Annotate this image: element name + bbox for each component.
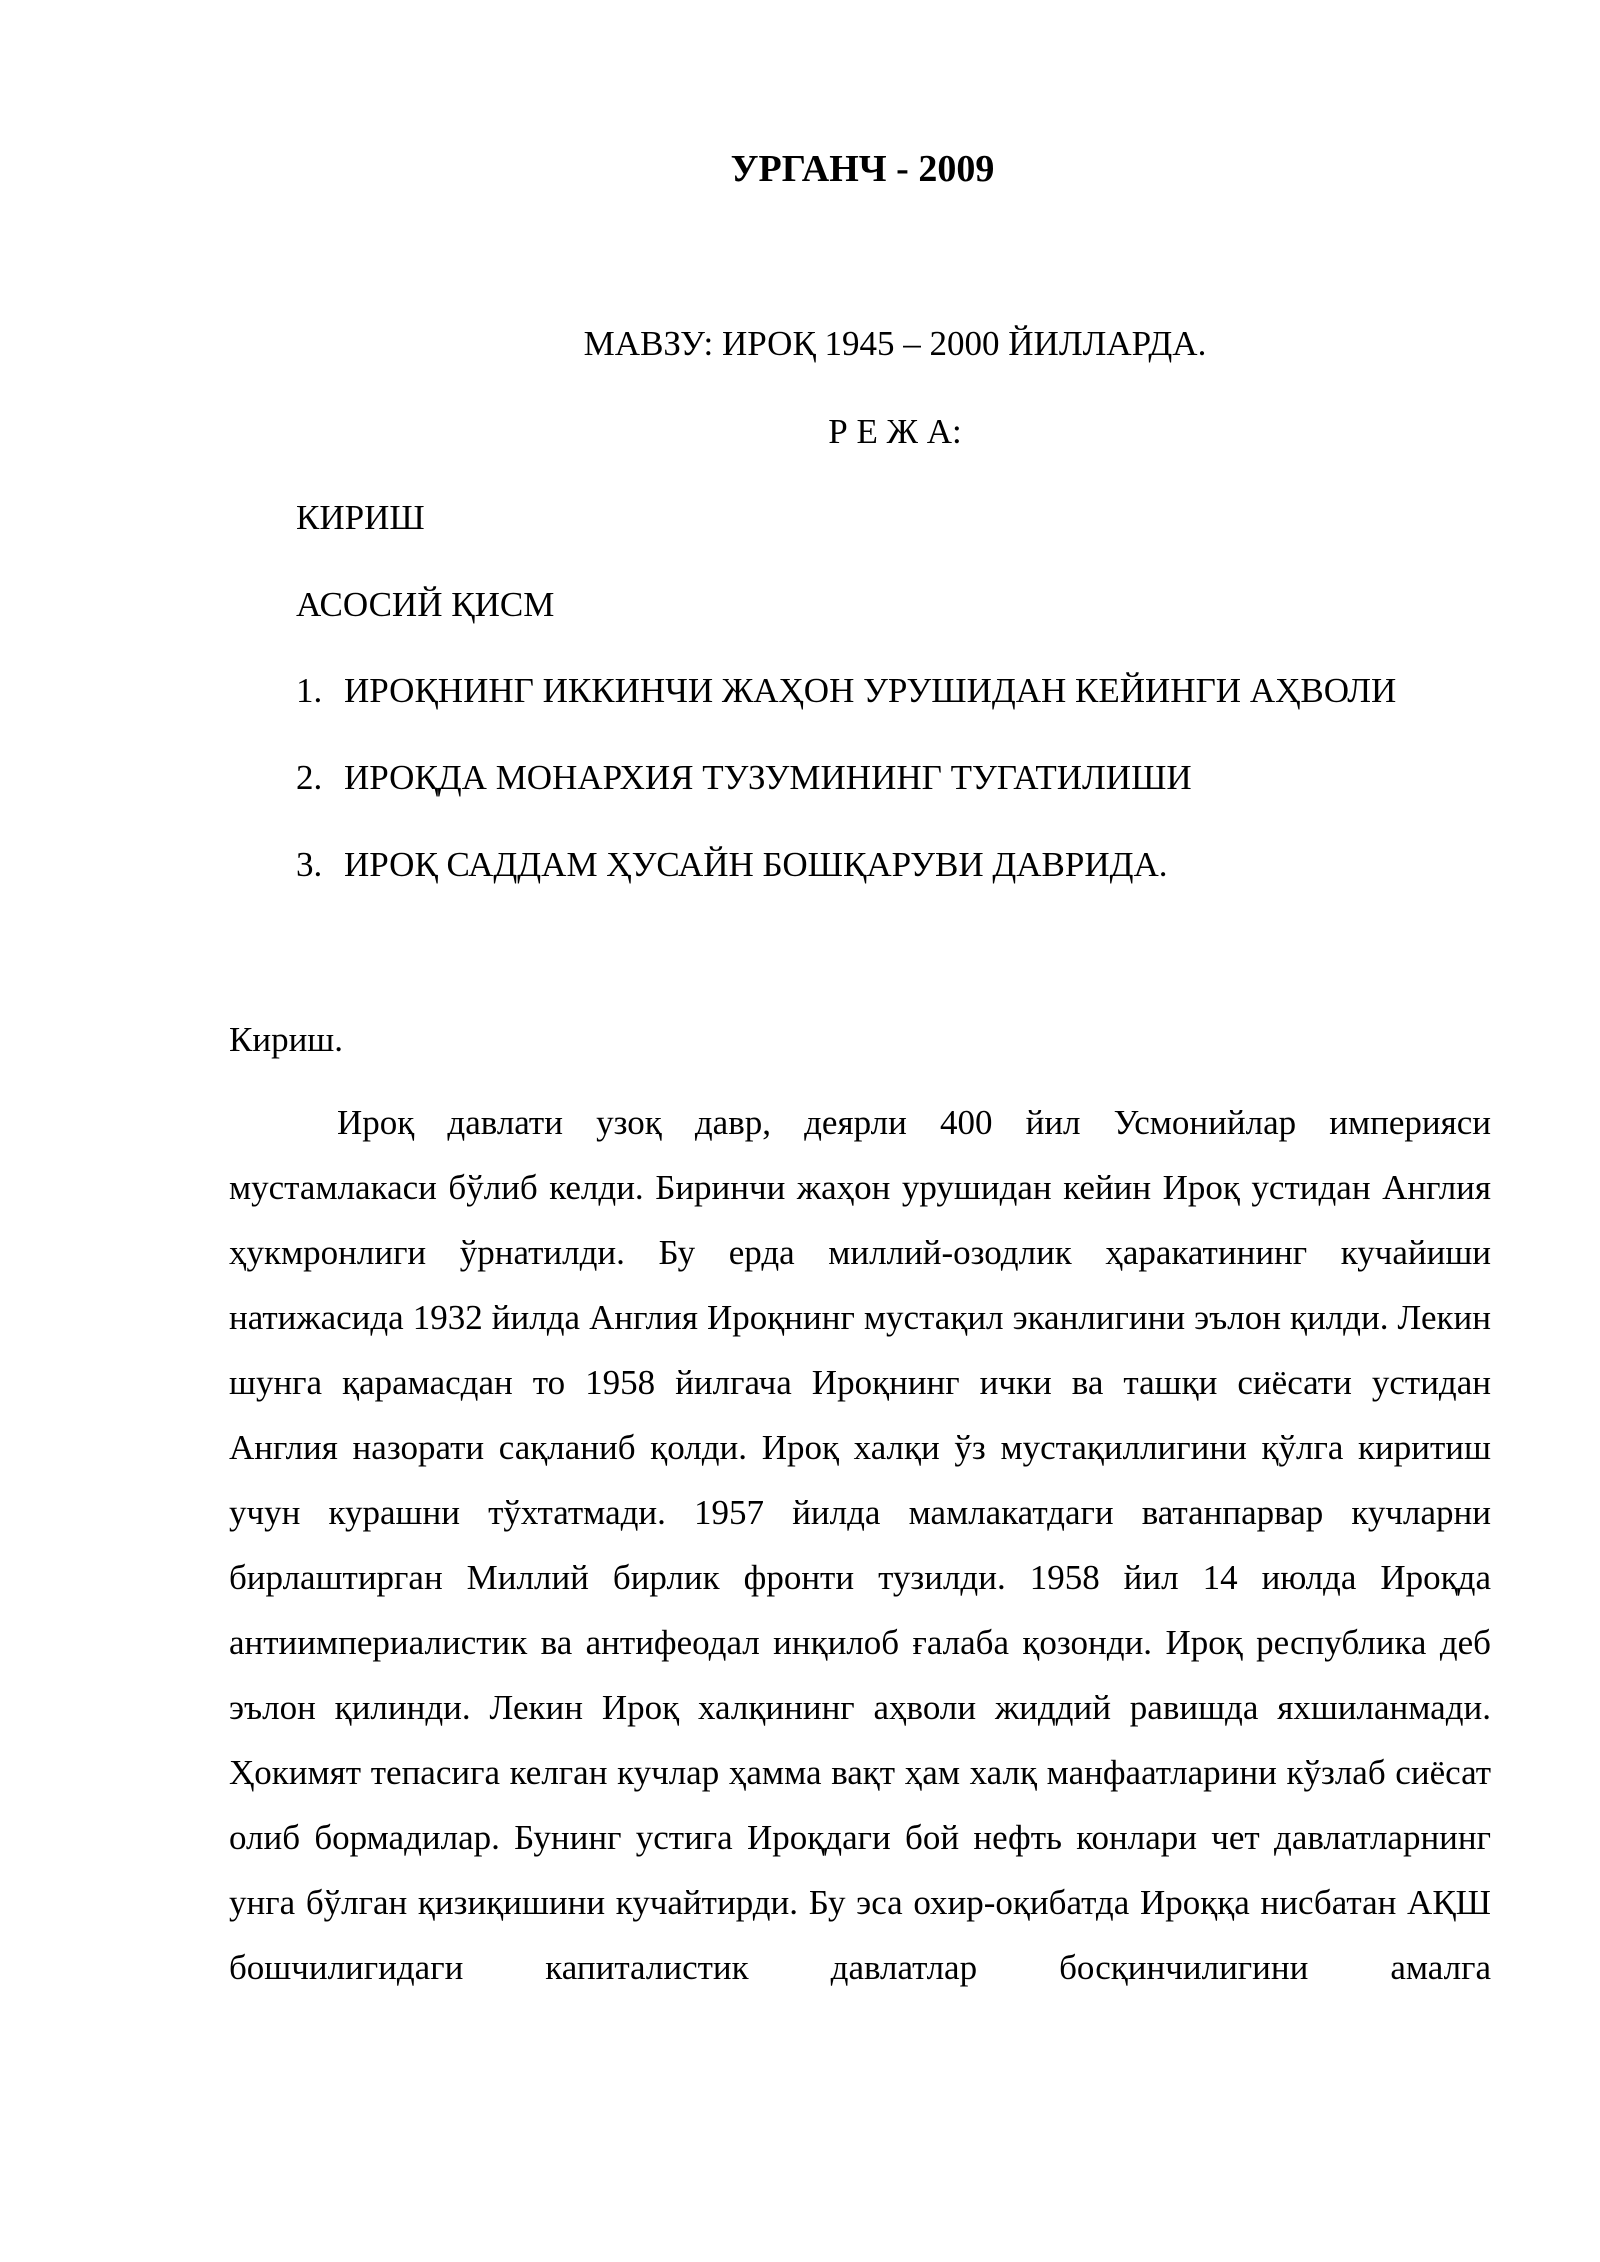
plan-item-number: 1.: [296, 671, 323, 710]
plan-item-number: 3.: [296, 845, 323, 884]
plan-item-text: ИРОҚДА МОНАРХИЯ ТУЗУМИНИНГ ТУГАТИЛИШИ: [344, 758, 1192, 797]
plan-title: Р Е Ж А:: [828, 412, 962, 451]
intro-paragraph: Ироқ давлати узоқ давр, деярли 400 йил Усмонийлар империяси мустамлакаси бўлиб келди. Биринчи жаҳон урушидан кейин Ироқ устидан Англия ҳукмронлиги ўрнатилди. Бу ерда миллий-озодлик ҳаракатининг кучайиши натижасида 1932 йилда Англия Ироқнинг мустақил эканлигини эълон қилди. Лекин шунга қарамасдан то 1958 йилгача Ироқнинг ички ва ташқи сиёсати устидан Англия назорати сақланиб қолди. Ироқ халқи ўз мустақиллигини қўлга киритиш учун курашни тўхтатмади. 1957 йилда мамлакатдаги ватанпарвар кучларни бирлаштирган Миллий бирлик фронти тузилди. 1958 йил 14 июлда Ироқда антиимпериалистик ва антифеодал инқилоб ғалаба қозонди. Ироқ республика деб эълон қилинди. Лекин Ироқ халқининг аҳволи жиддий равишда яхшиланмади. Ҳокимят тепасига келган кучлар ҳамма вақт ҳам халқ манфаатларини кўзлаб сиёсат олиб бормадилар. Бунинг устига Ироқдаги бой нефть конлари чет давлатларнинг унга бўлган қизиқишини кучайтирди. Бу эса охир-оқибатда Ироққа нисбатан АҚШ бошчилигидаги капиталистик давлатлар босқинчилигини амалга: [229, 1103, 1491, 1987]
plan-item: [296, 500, 425, 535]
intro-heading: Кириш.: [229, 1020, 344, 1059]
plan-item: [296, 587, 554, 622]
plan-item: [296, 673, 1396, 708]
plan-item-text: ИРОҚНИНГ ИККИНЧИ ЖАҲОН УРУШИДАН КЕЙИНГИ АҲВОЛИ: [344, 671, 1397, 710]
header-title: УРГАНЧ - 2009: [730, 148, 995, 190]
topic-line: МАВЗУ: ИРОҚ 1945 – 2000 ЙИЛЛАРДА.: [583, 324, 1207, 363]
plan-item-text: АСОСИЙ ҚИСМ: [296, 585, 555, 624]
plan-item-text: КИРИШ: [296, 498, 425, 537]
plan-item-number: 2.: [296, 758, 323, 797]
plan-item-text: ИРОҚ САДДАМ ҲУСАЙН БОШҚАРУВИ ДАВРИДА.: [344, 845, 1168, 884]
plan-item: [296, 760, 1192, 795]
plan-item: [296, 847, 1168, 882]
